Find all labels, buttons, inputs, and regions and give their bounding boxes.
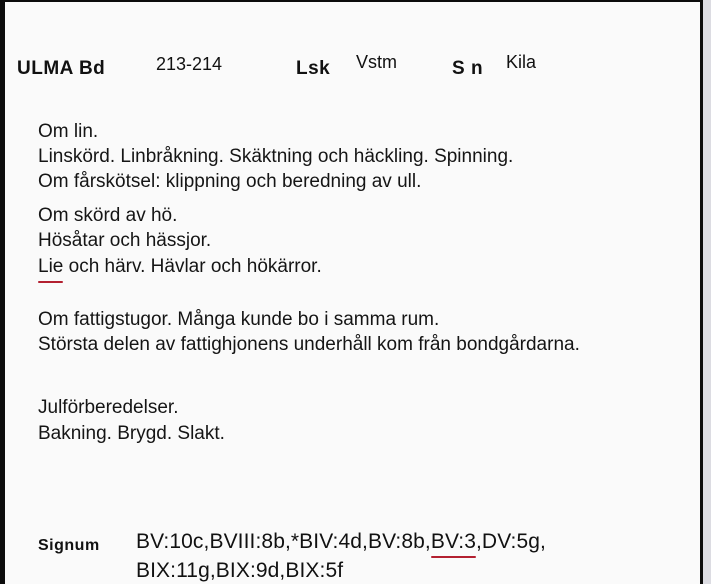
card-header <box>15 50 675 80</box>
signum-codes-pre: BV:10c,BVIII:8b,*BIV:4d,BV:8b, <box>136 530 431 553</box>
text-line: Julförberedelser. <box>38 397 179 418</box>
signum-codes-post: ,DV:5g, <box>476 530 546 553</box>
signum-codes-line-1 <box>136 530 546 554</box>
text-line: Linskörd. Linbråkning. Skäktning och häckling. Spinning. <box>38 146 514 167</box>
ulma-label: ULMA Bd <box>17 58 106 79</box>
text-line: Om lin. <box>38 121 99 142</box>
text-line <box>38 255 322 279</box>
lsk-value: Vstm <box>356 52 398 72</box>
signum-label: Signum <box>38 537 100 554</box>
sn-label: S n <box>452 58 484 79</box>
page-edge <box>703 0 711 584</box>
text-line: Största delen av fattighjonens underhåll kom från bondgårdarna. <box>38 334 580 355</box>
ulma-value: 213-214 <box>156 54 223 74</box>
text-line: Om fattigstugor. Många kunde bo i samma rum. <box>38 309 440 330</box>
underlined-word: Lie <box>38 256 64 277</box>
lsk-label: Lsk <box>296 58 331 79</box>
signum-underlined-code: BV:3 <box>430 530 476 553</box>
text-line: Hösåtar och hässjor. <box>38 230 212 251</box>
signum-codes-line-2: BIX:11g,BIX:9d,BIX:5f <box>136 559 344 582</box>
text-line-rest: och härv. Hävlar och hökärror. <box>63 256 322 277</box>
text-line: Om skörd av hö. <box>38 205 178 226</box>
text-line: Bakning. Brygd. Slakt. <box>38 423 225 444</box>
text-line: Om fårskötsel: klippning och beredning av ull. <box>38 171 422 192</box>
sn-value: Kila <box>506 52 537 72</box>
